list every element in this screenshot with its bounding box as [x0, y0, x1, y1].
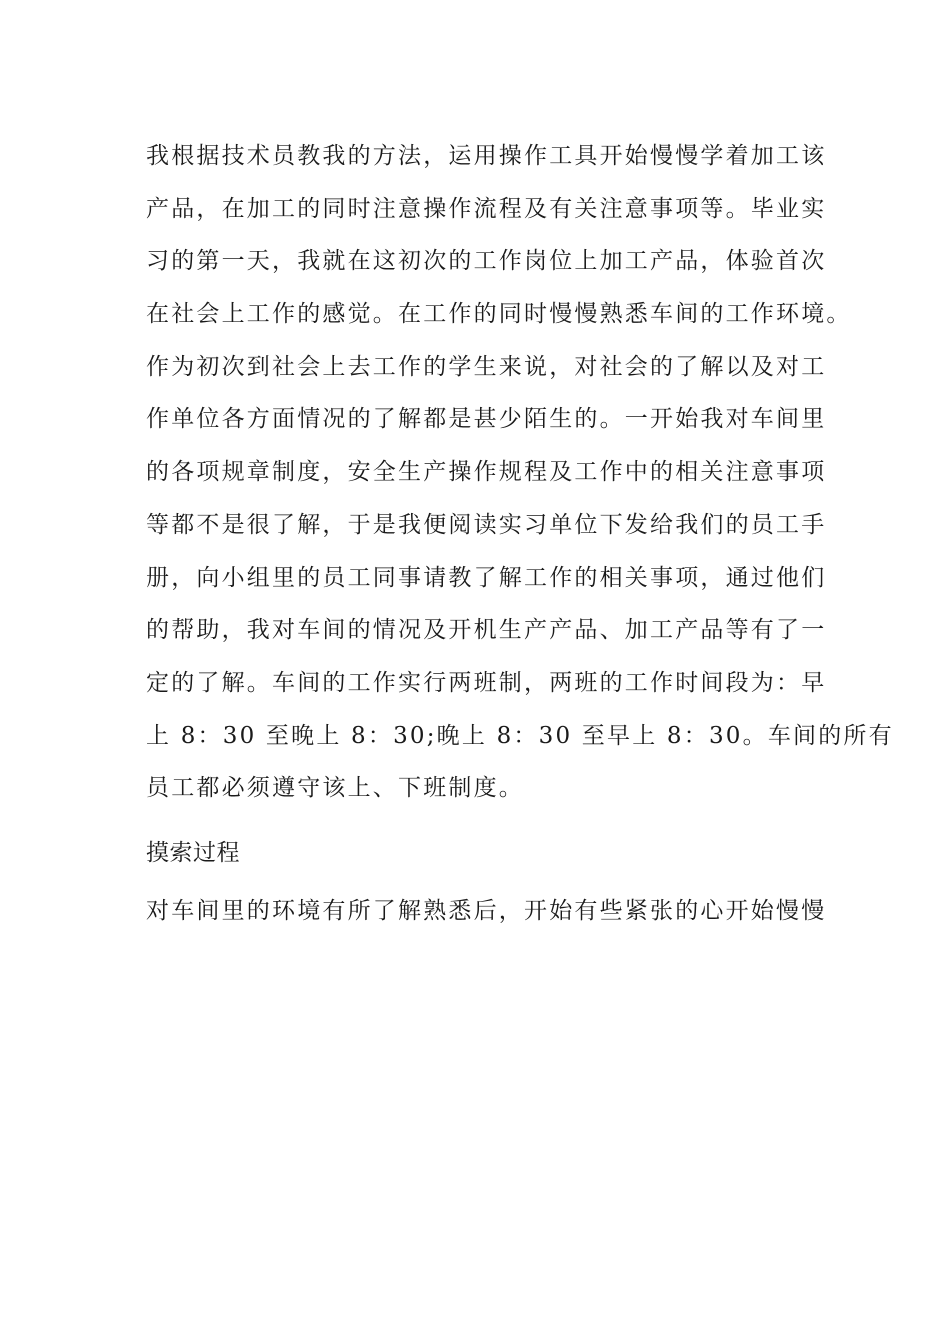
text-line: 定的了解。车间的工作实行两班制，两班的工作时间段为：早 — [146, 669, 827, 696]
text-line: 上 8：30 至晚上 8：30;晚上 8：30 至早上 8：30。车间的所有 — [146, 722, 894, 749]
document-body — [146, 130, 894, 938]
text-line: 员工都必须遵守该上、下班制度。 — [146, 775, 524, 802]
text-line: 习的第一天，我就在这初次的工作岗位上加工产品，体验首次 — [146, 248, 827, 275]
text-line: 等都不是很了解，于是我便阅读实习单位下发给我们的员工手 — [146, 511, 827, 538]
text-line: 册，向小组里的员工同事请教了解工作的相关事项，通过他们 — [146, 564, 827, 591]
section-heading: 摸索过程 — [146, 839, 240, 866]
paragraph-1 — [146, 130, 894, 815]
text-line: 作为初次到社会上去工作的学生来说，对社会的了解以及对工 — [146, 353, 827, 380]
text-line: 作单位各方面情况的了解都是甚少陌生的。一开始我对车间里 — [146, 406, 827, 433]
text-line: 在社会上工作的感觉。在工作的同时慢慢熟悉车间的工作环境。 — [146, 301, 852, 328]
text-line: 对车间里的环境有所了解熟悉后，开始有些紧张的心开始慢慢 — [146, 897, 827, 924]
text-line: 我根据技术员教我的方法，运用操作工具开始慢慢学着加工该 — [146, 143, 827, 169]
text-line: 的各项规章制度，安全生产操作规程及工作中的相关注意事项 — [146, 459, 827, 486]
text-line: 产品，在加工的同时注意操作流程及有关注意事项等。毕业实 — [146, 195, 827, 222]
paragraph-2 — [146, 885, 827, 938]
text-line: 的帮助，我对车间的情况及开机生产产品、加工产品等有了一 — [146, 617, 827, 644]
